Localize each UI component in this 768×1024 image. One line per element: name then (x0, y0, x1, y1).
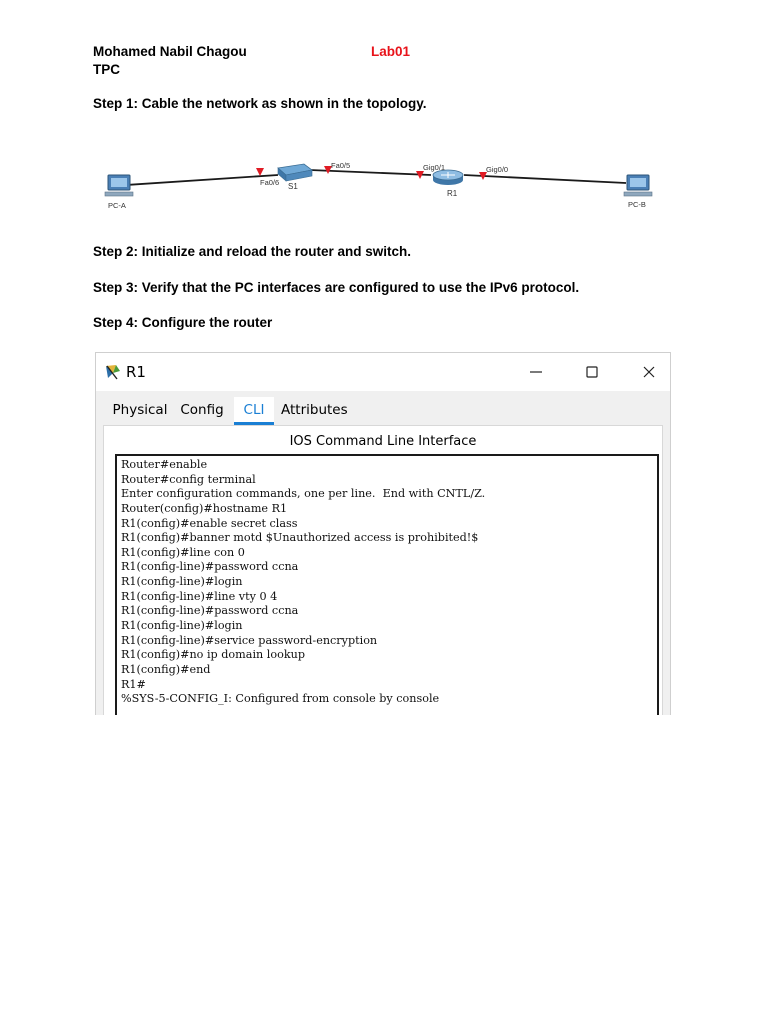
console-line: Router#config terminal (121, 472, 256, 486)
console-line: Router(config)#hostname R1 (121, 501, 288, 515)
author-name: Mohamed Nabil Chagou (93, 44, 247, 59)
network-topology (96, 150, 666, 220)
minimize-icon (528, 364, 544, 380)
close-icon (641, 364, 657, 380)
r1-port-gig00-label: Gig0/0 (486, 165, 509, 174)
console-line: R1(config-line)#service password-encryption (121, 633, 378, 647)
console-line: R1(config)#no ip domain lookup (121, 648, 305, 662)
console-line: Enter configuration commands, one per line. End with CNTL/Z. (121, 487, 486, 501)
link-r1-pcb (464, 175, 626, 183)
packet-tracer-app-icon (104, 363, 122, 381)
pc-b-icon (624, 175, 652, 196)
tab-config[interactable]: Config (180, 402, 224, 418)
console-line: R1(config-line)#line vty 0 4 (121, 589, 278, 603)
console-line: %SYS-5-CONFIG_I: Configured from console by console (121, 692, 440, 706)
cli-panel (103, 425, 663, 715)
router-r1-label: R1 (447, 189, 458, 198)
maximize-icon (584, 364, 600, 380)
step-2: Step 2: Initialize and reload the router and switch. (93, 244, 412, 259)
console-line: R1(config)#line con 0 (121, 545, 245, 559)
step-4: Step 4: Configure the router (93, 315, 273, 330)
console-line: R1(config)#end (121, 662, 211, 676)
console-line: R1(config)#enable secret class (121, 516, 298, 530)
course-label: TPC (93, 62, 120, 77)
console-line: R1(config-line)#login (121, 619, 243, 633)
maximize-button[interactable] (577, 359, 607, 385)
tab-physical[interactable]: Physical (112, 402, 168, 418)
pc-a-label: PC-A (108, 201, 126, 210)
device-tabs (103, 397, 662, 425)
minimize-button[interactable] (521, 359, 551, 385)
s1-port-fa05-label: Fa0/5 (331, 161, 351, 170)
router-r1-icon (433, 170, 463, 185)
pc-a-icon (105, 175, 133, 196)
cli-panel-title: IOS Command Line Interface (289, 434, 477, 449)
console-line: R1# (121, 677, 146, 691)
console-output (121, 458, 485, 707)
r1-device-window (95, 352, 671, 715)
cli-console[interactable] (115, 454, 659, 715)
console-line: R1(config-line)#login (121, 575, 243, 589)
switch-s1-icon (278, 164, 312, 181)
r1-port-gig01-label: Gig0/1 (423, 163, 446, 172)
tab-attributes[interactable]: Attributes (281, 402, 348, 418)
console-line: Router#enable (121, 458, 208, 471)
switch-s1-label: S1 (288, 182, 298, 191)
tab-cli[interactable]: CLI (234, 397, 274, 423)
console-line: R1(config-line)#password ccna (121, 560, 299, 574)
console-line: R1(config)#banner motd $Unauthorized access is prohibited!$ (121, 531, 479, 545)
window-title: R1 (126, 363, 146, 381)
s1-port-fa06-label: Fa0/6 (260, 178, 280, 187)
window-titlebar[interactable] (96, 353, 670, 391)
pc-b-label: PC-B (628, 200, 646, 209)
console-line: R1(config-line)#password ccna (121, 604, 299, 618)
step-1: Step 1: Cable the network as shown in the topology. (93, 96, 427, 111)
step-3: Step 3: Verify that the PC interfaces are configured to use the IPv6 protocol. (93, 280, 580, 295)
link-pca-s1 (126, 175, 278, 185)
port-marker-s1-fa06 (256, 168, 264, 176)
close-button[interactable] (634, 359, 664, 385)
lab-title: Lab01 (371, 44, 411, 59)
